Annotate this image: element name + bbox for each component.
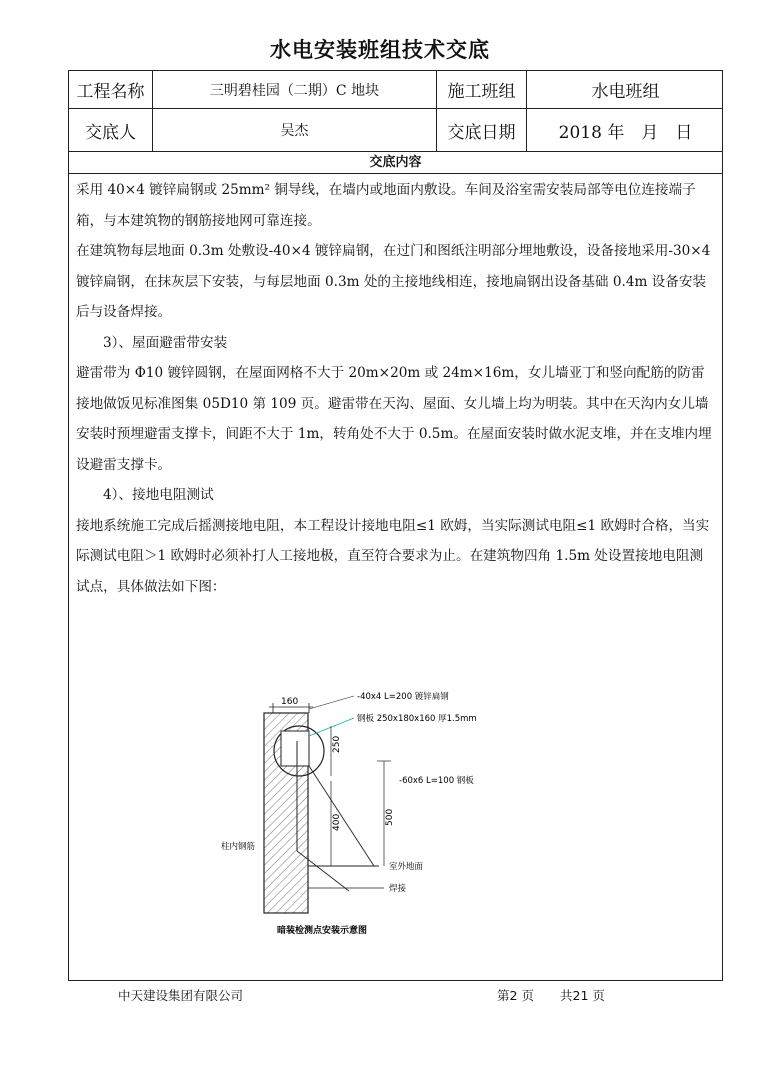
column-rebar-label: 柱内钢筋 (221, 842, 256, 852)
header-row-person (69, 109, 722, 152)
weld-label: 焊接 (389, 884, 407, 894)
total-suffix: 页 (588, 988, 605, 1003)
date-value: 2018 年 月 日 (558, 122, 693, 143)
figure-caption: 暗装检测点安装示意图 (277, 926, 368, 936)
dim-400-label: 400 (332, 813, 342, 831)
page-number: 2 (509, 988, 518, 1003)
test-point-diagram (209, 691, 509, 941)
outdoor-ground-label: 室外地面 (389, 862, 424, 872)
dim-160-label: 160 (281, 697, 299, 707)
dim-500-label: 500 (385, 808, 395, 826)
date-label: 交底日期 (437, 109, 527, 151)
company-name: 中天建设集团有限公司 (118, 988, 244, 1003)
steel-60-label: -60x6 L=100 钢板 (399, 776, 474, 786)
content-body (76, 175, 716, 602)
page-prefix: 第 (497, 988, 510, 1003)
project-label: 工程名称 (69, 71, 153, 108)
total-number: 21 (572, 988, 589, 1003)
total-prefix: 共 (560, 988, 573, 1003)
paragraph-grounding-wire: 采用 40×4 镀锌扁钢或 25mm² 铜导线，在墙内或地面内敷设。车间及浴室需安装局部等电位连接端子箱，与本建筑物的钢筋接地网可靠连接。 (76, 182, 696, 229)
flat-steel-label: -40x4 L=200 镀锌扁钢 (357, 692, 449, 702)
team-value: 水电班组 (591, 82, 660, 102)
team-label: 施工班组 (437, 71, 527, 108)
steel-plate-box (281, 731, 309, 766)
paragraph-resistance-test: 接地系统施工完成后摇测接地电阻，本工程设计接地电阻≤1 欧姆，当实际测试电阻≤1 欧姆时合格，当实际测试电阻＞1 欧姆时必须补打人工接地极，直至符合要求为止。在建筑物四角 1.5m 处设置接地电阻测试点，具体做法如下图： (76, 517, 710, 595)
header-row-project (69, 71, 722, 109)
document-title: 水电安装班组技术交底 (270, 38, 490, 62)
paragraph-lightning-belt: 避雷带为 Φ10 镀锌圆钢，在屋面网格不大于 20m×20m 或 24m×16m，女儿墙亚丁和竖向配筋的防雷接地做饭见标准图集 05D10 第 109 页。避雷带在天沟、屋面、女儿墙上均为明装。其中在天沟内女儿墙安装时预埋避雷支撑卡，间距不大于 1m，转角处不大于 0.5m。在屋面安装时做水泥支堆，并在支堆内埋设避雷支撑卡。 (76, 365, 712, 473)
person-value: 吴杰 (153, 109, 437, 151)
page-suffix: 页 (517, 988, 534, 1003)
section-heading-resistance-test: 4）、接地电阻测试 (103, 487, 214, 503)
dim-250-label: 250 (332, 735, 342, 753)
section-heading-lightning-belt: 3）、屋面避雷带安装 (103, 334, 228, 351)
project-value: 三明碧桂园（二期）C 地块 (153, 71, 437, 108)
paragraph-floor-grounding: 在建筑物每层地面 0.3m 处敷设-40×4 镀锌扁钢，在过门和图纸注明部分埋地敷设，设备接地采用-30×4 镀锌扁钢，在抹灰层下安装，与每层地面 0.3m 处的主接地线相连，接地扁钢出设备基础 0.4m 设备安装后与设备焊接。 (76, 243, 711, 320)
person-label: 交底人 (69, 109, 153, 151)
disclosure-form (68, 70, 723, 981)
content-heading: 交底内容 (69, 152, 722, 174)
steel-plate-label: 钢板 250x180x160 厚1.5mm (357, 714, 477, 724)
total-pages (560, 986, 605, 1004)
page-indicator (497, 986, 534, 1004)
